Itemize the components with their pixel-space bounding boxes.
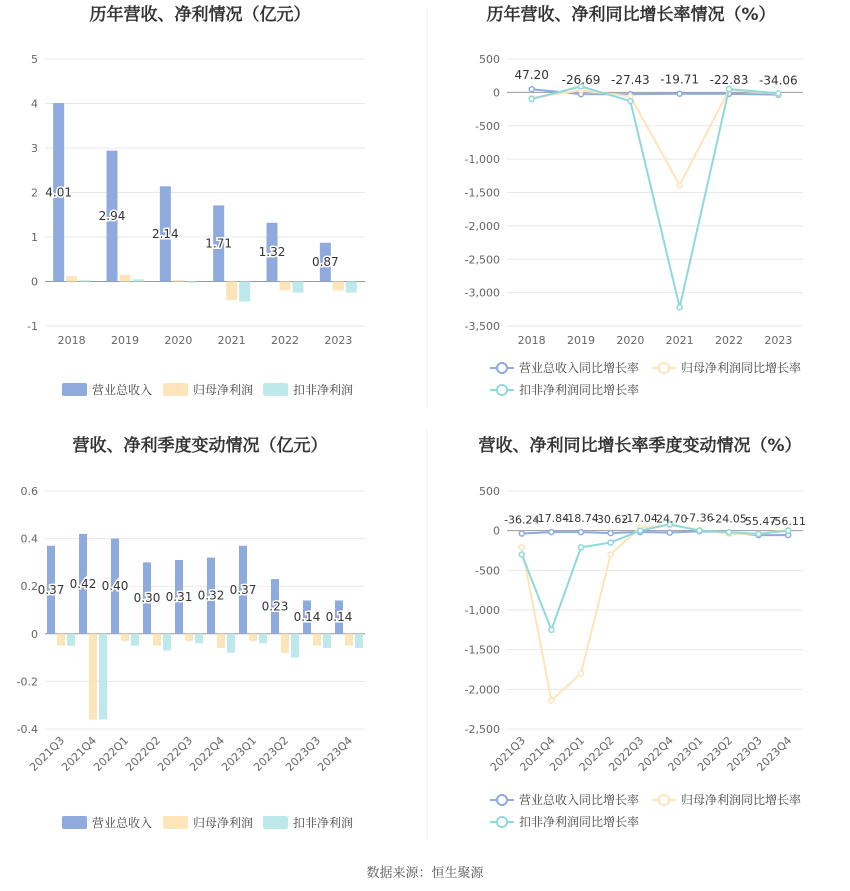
chart-title: 营收、净利季度变动情况（亿元）: [72, 436, 328, 456]
legend-label: 归母净利润: [193, 816, 254, 830]
x-tick-label: 2022Q2: [123, 733, 164, 774]
y-tick-label: -500: [475, 564, 500, 578]
data-point: [608, 540, 613, 545]
x-tick-label: 2023: [324, 334, 353, 347]
line-data-label: -30.62: [592, 513, 629, 527]
bar-net-profit: [249, 634, 257, 641]
data-point: [628, 99, 633, 104]
x-tick-label: 2022Q1: [91, 733, 132, 774]
line-data-label: -36.24: [504, 513, 540, 527]
data-point: [727, 87, 732, 92]
legend-label: 营业总收入同比增长率: [519, 793, 640, 807]
bar-deducted-profit: [293, 282, 304, 293]
line-data-label: -56.11: [770, 515, 806, 529]
chart-3: [17, 435, 365, 830]
legend-swatch: [163, 383, 188, 396]
chart-title: 历年营收、净利情况（亿元）: [89, 5, 311, 25]
x-tick-label: 2019: [111, 334, 139, 347]
data-point: [549, 530, 554, 535]
data-point: [608, 531, 613, 536]
legend-marker: [659, 795, 669, 805]
bar-net-profit: [57, 634, 65, 646]
y-tick-label: 0.4: [20, 532, 38, 546]
y-tick-label: -1: [27, 320, 38, 333]
data-point: [529, 87, 534, 92]
y-tick-label: 0.2: [20, 580, 38, 594]
bar-deducted-profit: [99, 634, 107, 720]
x-tick-label: 2022Q3: [155, 733, 196, 774]
bar-data-label: 2.14: [151, 226, 179, 241]
bar-net-profit: [153, 634, 161, 646]
x-tick-label: 2021: [665, 334, 694, 347]
line-data-label: -55.47: [740, 515, 777, 529]
y-tick-label: 3: [31, 142, 38, 155]
x-tick-label: 2022: [715, 334, 743, 347]
bar-net-profit: [173, 280, 184, 281]
line-data-label: -7.36: [685, 511, 714, 525]
line-data-label: -22.83: [709, 72, 749, 87]
bar-data-label: 0.37: [229, 582, 257, 597]
legend-label: 营业总收入: [92, 816, 153, 830]
data-point: [727, 530, 732, 535]
bar-deducted-profit: [291, 634, 299, 658]
data-point: [697, 528, 702, 533]
bar-deducted-profit: [355, 634, 363, 648]
y-tick-label: 0: [493, 86, 500, 100]
chart-4: [465, 435, 806, 829]
legend-label: 归母净利润: [193, 383, 254, 397]
y-tick-label: -2,500: [464, 253, 500, 267]
y-tick-label: 0.6: [20, 485, 38, 498]
bar-deducted-profit: [163, 634, 171, 651]
y-tick-label: -0.2: [16, 675, 38, 689]
bar-deducted-profit: [227, 634, 235, 653]
line-data-label: -18.74: [563, 512, 599, 526]
data-point: [677, 183, 682, 188]
bar-net-profit: [313, 634, 321, 646]
y-tick-label: -1,000: [464, 153, 500, 167]
data-point: [608, 552, 613, 557]
x-tick-label: 2023Q1: [219, 733, 260, 774]
x-tick-label: 2023Q4: [315, 733, 356, 774]
bar-data-label: 0.87: [311, 255, 339, 270]
y-tick-label: -500: [475, 119, 500, 133]
x-tick-label: 2023Q3: [724, 733, 765, 774]
bar-data-label: 0.14: [293, 610, 321, 625]
x-tick-label: 2021Q4: [517, 733, 558, 774]
series-line-2: [532, 90, 779, 185]
bar-deducted-profit: [195, 634, 203, 644]
line-data-label: -26.69: [561, 73, 601, 88]
bar-data-label: 0.37: [37, 582, 65, 597]
bar-deducted-profit: [79, 280, 90, 281]
legend-label: 营业总收入: [92, 383, 153, 397]
y-tick-label: 500: [479, 485, 500, 498]
x-tick-label: 2020: [616, 334, 645, 347]
x-tick-label: 2023Q1: [665, 733, 706, 774]
bar-net-profit: [280, 282, 291, 291]
bar-deducted-profit: [323, 634, 331, 648]
data-point: [519, 552, 524, 557]
data-source-note: 数据来源：恒生聚源: [366, 866, 484, 881]
legend-label: 扣非净利润: [293, 816, 354, 830]
bar-net-profit: [226, 282, 237, 301]
bar-data-label: 0.42: [69, 576, 97, 591]
x-tick-label: 2021: [217, 334, 246, 347]
x-tick-label: 2018: [517, 334, 546, 347]
y-tick-label: 2: [31, 186, 38, 200]
legend-marker: [497, 385, 507, 395]
bar-net-profit: [185, 634, 193, 641]
y-tick-label: 5: [31, 53, 38, 66]
legend-marker: [497, 817, 507, 827]
legend-marker: [497, 795, 507, 805]
y-tick-label: -1,000: [464, 604, 500, 617]
bar-deducted-profit: [67, 634, 75, 646]
chart-title: 营收、净利同比增长率季度变动情况（%）: [478, 436, 802, 456]
data-point: [677, 91, 682, 96]
y-tick-label: 0: [31, 275, 38, 289]
y-tick-label: -1,500: [464, 643, 500, 657]
x-tick-label: 2023: [764, 334, 793, 347]
series-line-2: [522, 525, 788, 700]
y-tick-label: -3,500: [464, 320, 500, 333]
x-tick-label: 2018: [57, 334, 86, 347]
data-point: [786, 528, 791, 533]
bar-net-profit: [121, 634, 129, 641]
y-tick-label: -0.4: [16, 723, 38, 736]
y-tick-label: 4: [31, 97, 38, 111]
bar-deducted-profit: [186, 282, 197, 283]
legend-label: 归母净利润同比增长率: [681, 793, 802, 807]
legend-swatch: [62, 383, 87, 396]
line-data-label: 47.20: [514, 68, 549, 83]
y-tick-label: 1: [31, 231, 38, 244]
data-point: [667, 530, 672, 535]
bar-data-label: 0.23: [261, 599, 289, 614]
bar-data-label: 1.32: [258, 245, 286, 260]
bar-data-label: 0.30: [133, 591, 161, 606]
data-point: [677, 305, 682, 310]
data-point: [579, 545, 584, 550]
line-data-label: -27.43: [610, 73, 650, 88]
legend-swatch: [62, 816, 87, 829]
bar-data-label: 0.14: [325, 610, 353, 625]
bar-data-label: 0.31: [165, 589, 193, 604]
bar-data-label: 0.32: [197, 588, 225, 603]
y-tick-label: -2,500: [464, 723, 500, 736]
x-tick-label: 2021Q3: [27, 733, 68, 774]
legend-label: 扣非净利润: [293, 383, 354, 397]
legend-swatch: [263, 383, 288, 396]
bar-net-profit: [89, 634, 97, 720]
x-tick-label: 2022Q4: [187, 733, 228, 774]
series-line-3: [532, 86, 779, 307]
legend-label: 营业总收入同比增长率: [519, 361, 640, 375]
data-point: [756, 531, 761, 536]
line-data-label: -24.05: [711, 512, 747, 526]
x-tick-label: 2022Q2: [576, 733, 617, 774]
y-tick-label: 0: [493, 524, 500, 538]
bar-data-label: 4.01: [45, 185, 73, 200]
bar-net-profit: [120, 275, 131, 282]
legend-label: 扣非净利润同比增长率: [519, 383, 640, 397]
x-tick-label: 2022: [271, 334, 299, 347]
bar-net-profit: [281, 634, 289, 653]
x-tick-label: 2022Q1: [547, 733, 588, 774]
x-tick-label: 2023Q3: [283, 733, 324, 774]
y-tick-label: -2,000: [464, 683, 500, 697]
bar-net-profit: [66, 276, 77, 281]
line-data-label: -24.70: [652, 512, 688, 526]
bar-deducted-profit: [133, 279, 144, 281]
x-tick-label: 2023Q4: [754, 733, 795, 774]
bar-deducted-profit: [346, 282, 357, 293]
line-data-label: -17.04: [622, 512, 658, 526]
x-tick-label: 2019: [567, 334, 595, 347]
bar-net-profit: [345, 634, 353, 646]
bar-data-label: 1.71: [205, 236, 233, 251]
legend-label: 归母净利润同比增长率: [681, 361, 802, 375]
bar-data-label: 2.94: [98, 209, 126, 224]
y-tick-label: -1,500: [464, 186, 500, 200]
data-point: [529, 97, 534, 102]
y-tick-label: -3,000: [464, 286, 500, 300]
bar-net-profit: [333, 282, 344, 291]
bar-deducted-profit: [131, 634, 139, 646]
line-data-label: -19.71: [660, 72, 700, 87]
x-tick-label: 2020: [164, 334, 193, 347]
data-point: [519, 545, 524, 550]
y-tick-label: -2,000: [464, 219, 500, 233]
data-point: [579, 671, 584, 676]
legend-marker: [659, 363, 669, 373]
legend-swatch: [163, 816, 188, 829]
x-tick-label: 2022Q3: [606, 733, 647, 774]
data-point: [549, 627, 554, 632]
x-tick-label: 2023Q2: [251, 733, 292, 774]
line-data-label: -17.84: [533, 512, 570, 526]
data-point: [776, 91, 781, 96]
y-tick-label: 0: [31, 627, 38, 641]
x-tick-label: 2021Q3: [487, 733, 528, 774]
bar-data-label: 0.40: [101, 579, 129, 594]
x-tick-label: 2021Q4: [59, 733, 100, 774]
legend-label: 扣非净利润同比增长率: [519, 815, 640, 829]
data-point: [579, 530, 584, 535]
y-tick-label: 500: [479, 53, 500, 66]
data-point: [638, 528, 643, 533]
series-line-3: [522, 524, 788, 630]
line-data-label: -34.06: [758, 73, 798, 88]
bar-net-profit: [217, 634, 225, 648]
data-point: [549, 698, 554, 703]
chart-1: [27, 4, 365, 397]
x-tick-label: 2022Q4: [635, 733, 676, 774]
chart-2: [465, 4, 803, 397]
legend-marker: [497, 363, 507, 373]
bar-deducted-profit: [239, 282, 250, 302]
x-tick-label: 2023Q2: [695, 733, 736, 774]
chart-title: 历年营收、净利同比增长率情况（%）: [486, 5, 776, 25]
bar-deducted-profit: [259, 634, 267, 644]
data-point: [519, 531, 524, 536]
legend-swatch: [263, 816, 288, 829]
